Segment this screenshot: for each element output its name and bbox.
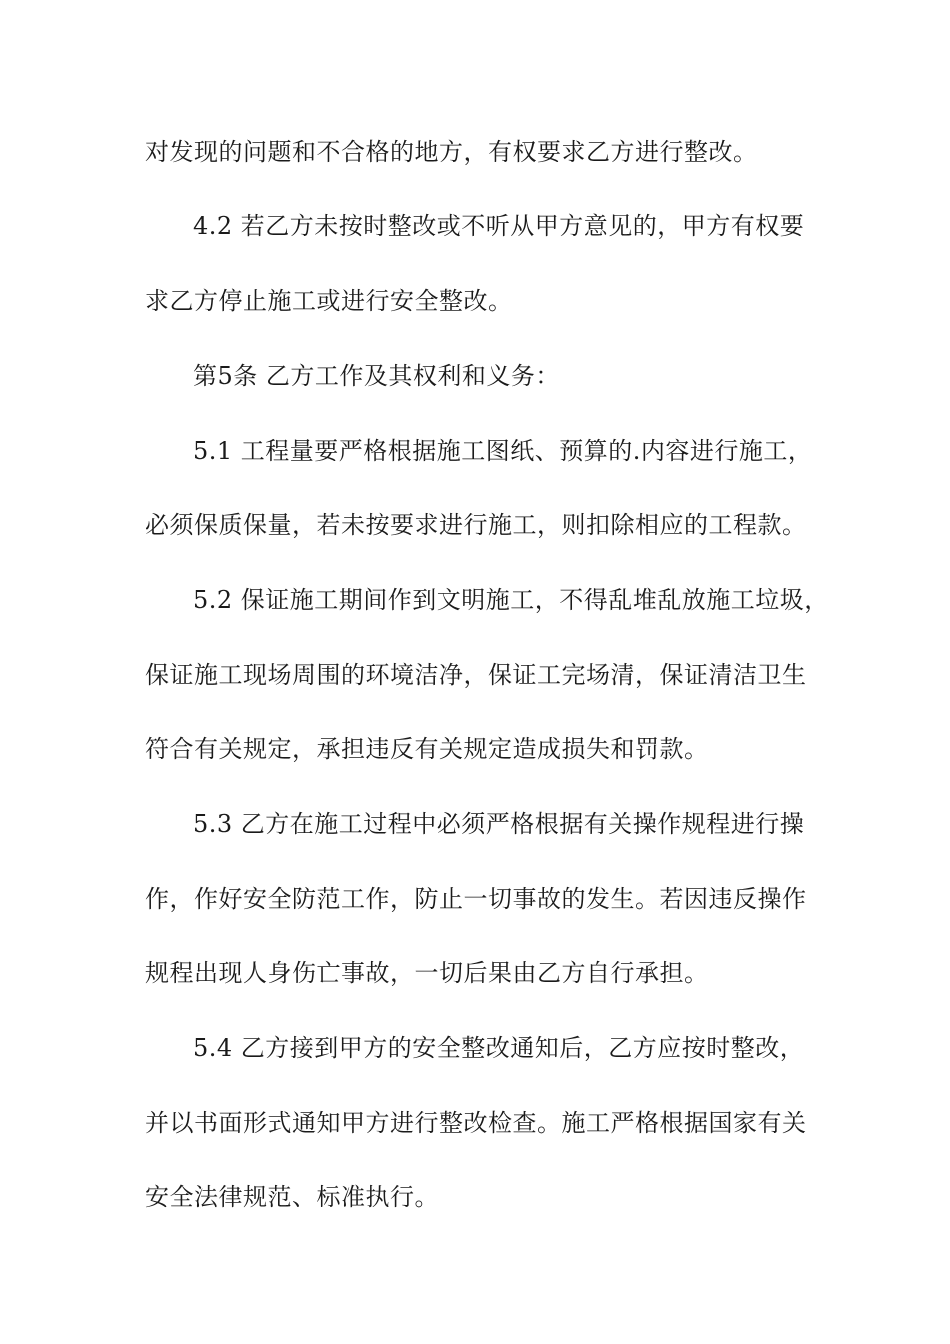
text-line: 并以书面形式通知甲方进行整改检查。施工严格根据国家有关 xyxy=(145,1109,807,1137)
text-line: 5.1 工程量要严格根据施工图纸、预算的.内容进行施工， xyxy=(193,437,813,465)
text-line: 符合有关规定，承担违反有关规定造成损失和罚款。 xyxy=(145,735,709,763)
text-line: 作，作好安全防范工作，防止一切事故的发生。若因违反操作 xyxy=(145,885,807,913)
text-line: 对发现的问题和不合格的地方，有权要求乙方进行整改。 xyxy=(145,138,758,166)
text-line: 安全法律规范、标准执行。 xyxy=(145,1183,439,1211)
text-line: 求乙方停止施工或进行安全整改。 xyxy=(145,287,513,315)
text-line: 必须保质保量，若未按要求进行施工，则扣除相应的工程款。 xyxy=(145,511,807,539)
text-line: 保证施工现场周围的环境洁净，保证工完场清，保证清洁卫生 xyxy=(145,661,807,689)
text-line: 规程出现人身伤亡事故，一切后果由乙方自行承担。 xyxy=(145,959,709,987)
text-line: 5.3 乙方在施工过程中必须严格根据有关操作规程进行操 xyxy=(193,810,805,838)
text-line: 5.4 乙方接到甲方的安全整改通知后，乙方应按时整改， xyxy=(193,1034,805,1062)
section-heading: 第5条 乙方工作及其权利和义务： xyxy=(193,362,560,390)
text-line: 5.2 保证施工期间作到文明施工，不得乱堆乱放施工垃圾， xyxy=(193,586,829,614)
text-line: 4.2 若乙方未按时整改或不听从甲方意见的，甲方有权要 xyxy=(193,212,805,240)
